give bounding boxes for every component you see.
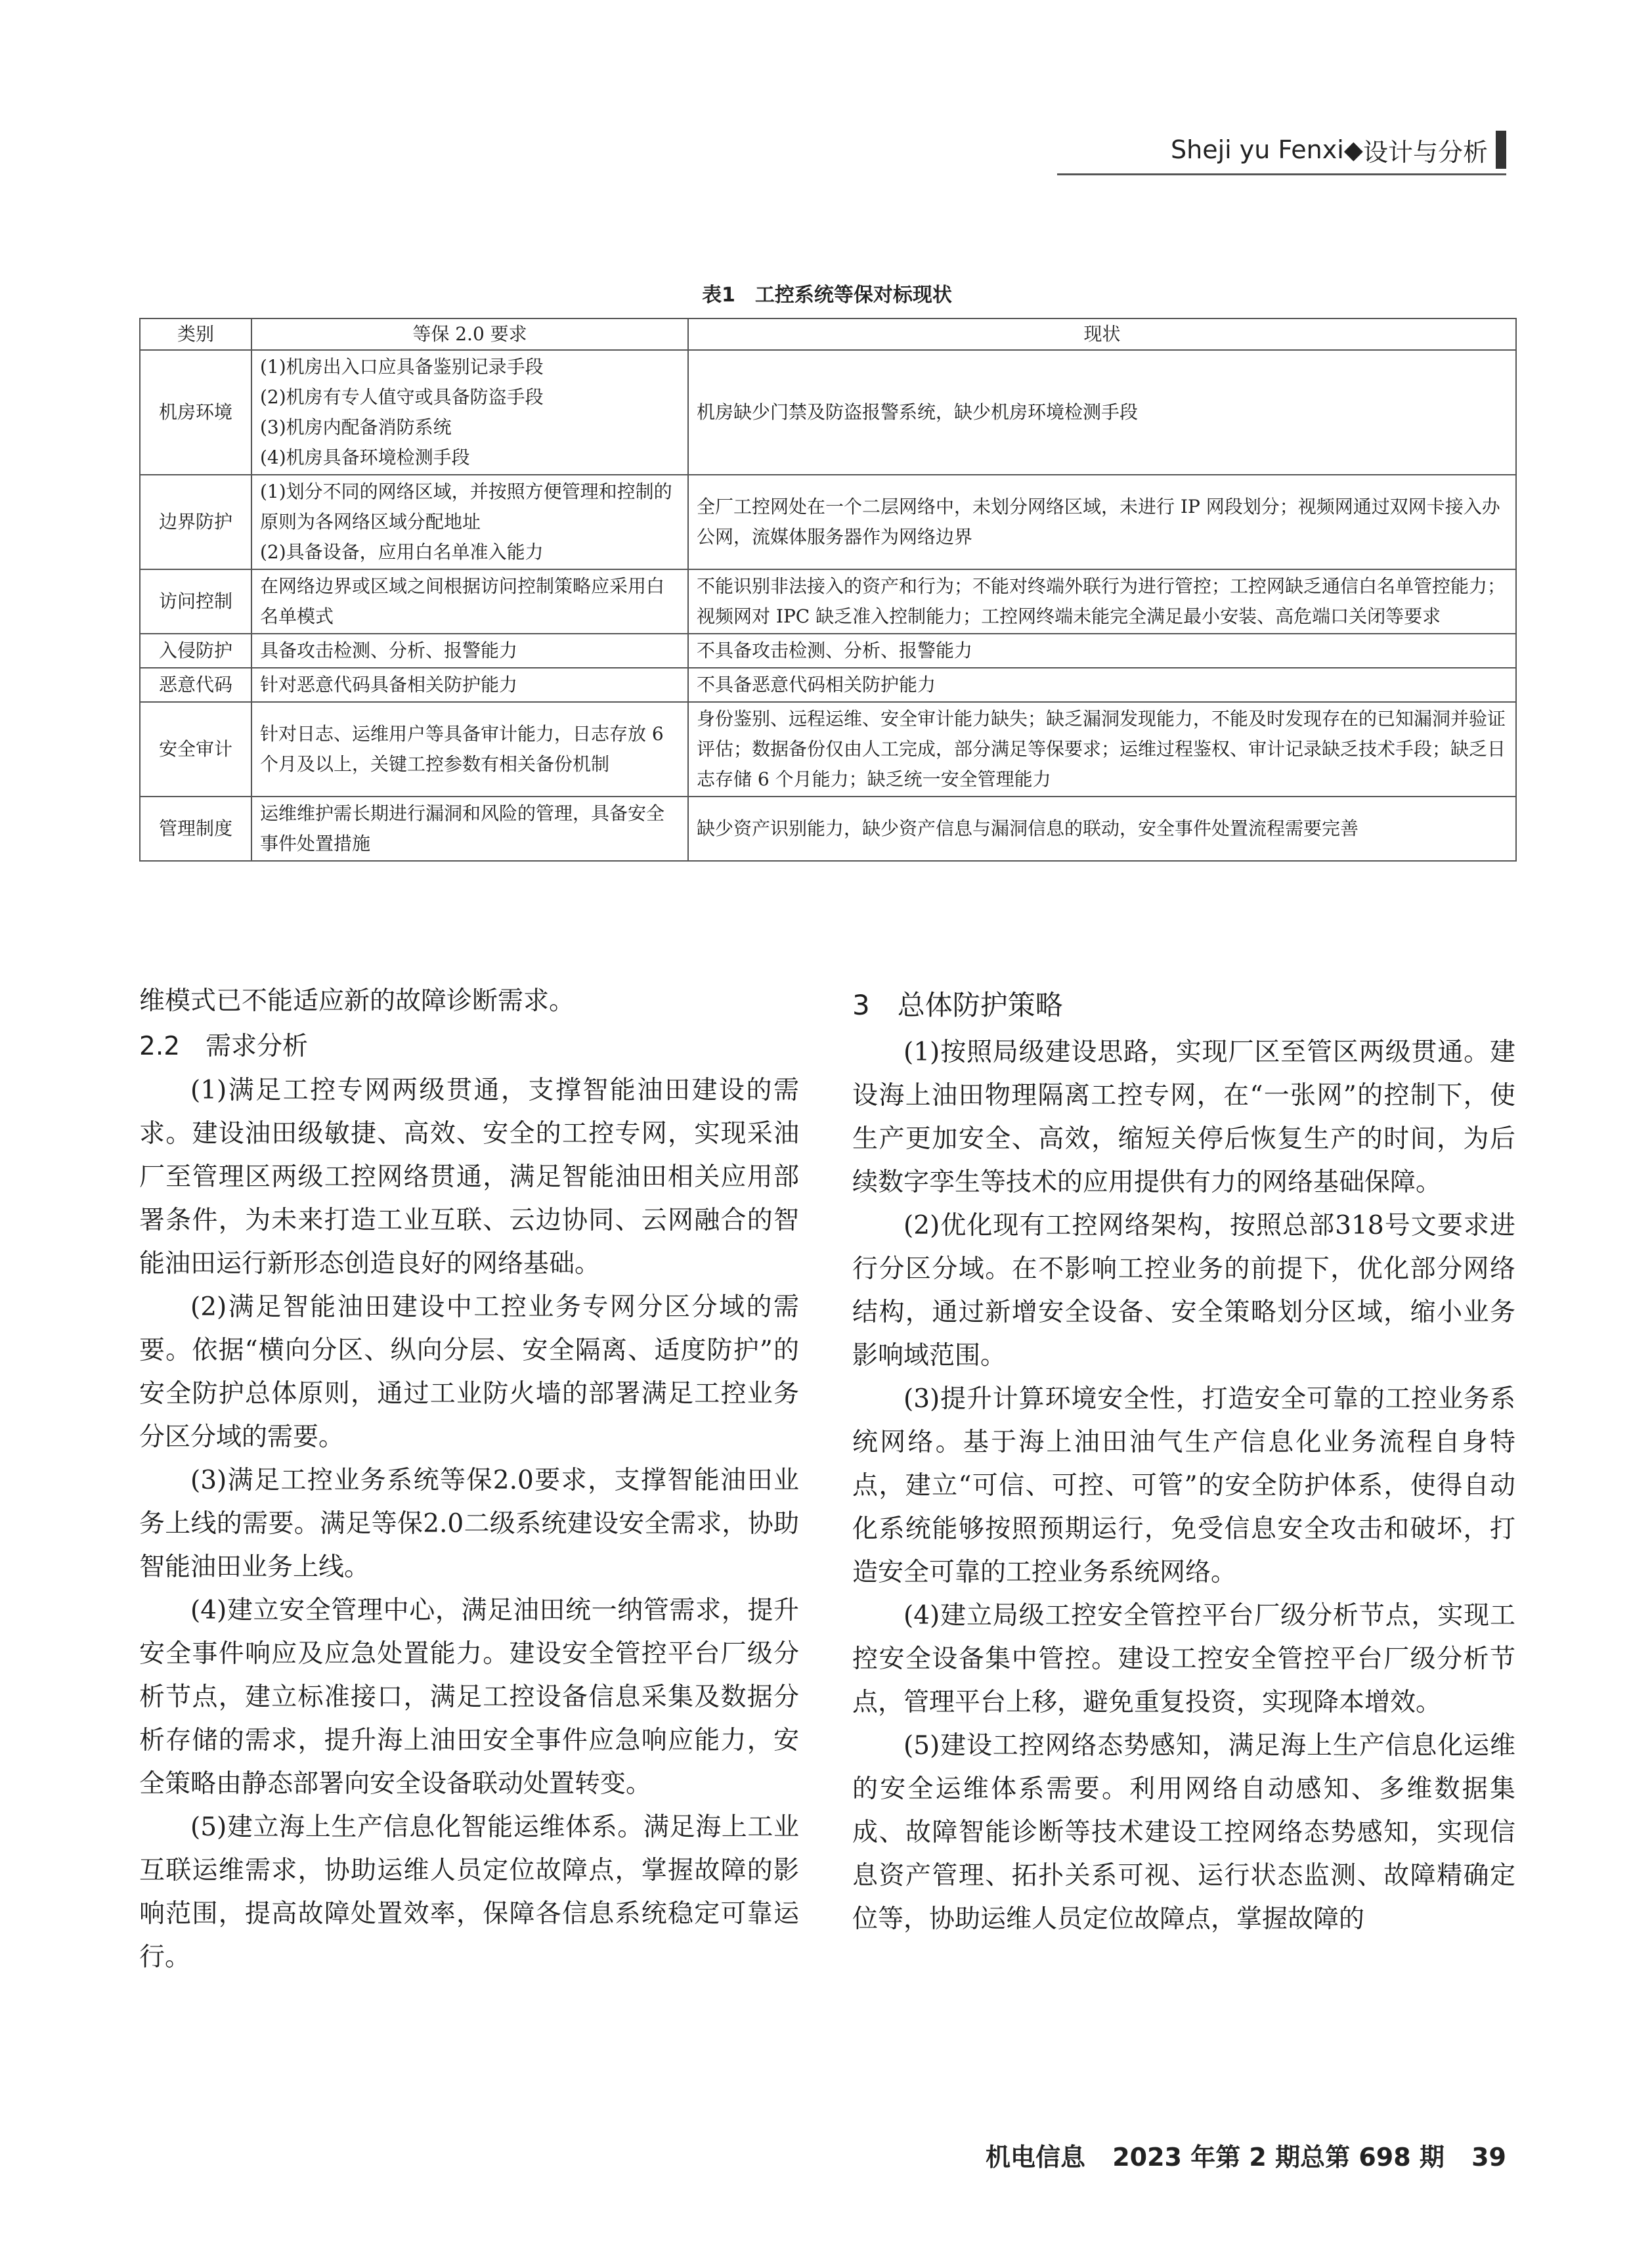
paragraph: (3)提升计算环境安全性，打造安全可靠的工控业务系统网络。基于海上油田油气生产信息化业务流程自身特点，建立“可信、可控、可管”的安全防护体系，使得自动化系统能够按照预期运行，免受信息安全攻击和破坏，打造安全可靠的工控业务系统网络。 xyxy=(852,1384,1515,1587)
table-row xyxy=(140,475,1516,569)
requirement-item: (2)机房有专人值守或具备防盗手段 xyxy=(260,386,544,408)
row-requirements xyxy=(251,668,688,702)
continuation-paragraph: 维模式已不能适应新的故障诊断需求。 xyxy=(139,986,575,1016)
header-bar xyxy=(1496,131,1506,169)
row-requirements xyxy=(251,634,688,668)
row-category: 入侵防护 xyxy=(140,634,251,668)
row-status xyxy=(688,634,1516,668)
requirement-item: 针对恶意代码具备相关防护能力 xyxy=(260,674,518,695)
issue-info: 2023 年第 2 期总第 698 期 xyxy=(1112,2143,1445,2172)
row-category: 恶意代码 xyxy=(140,668,251,702)
row-requirements xyxy=(251,797,688,861)
section-heading-3: 3 总体防护策略 xyxy=(852,989,1063,1021)
paragraph: (3)满足工控业务系统等保2.0要求，支撑智能油田业务上线的需要。满足等保2.0二级系统建设安全需求，协助智能油田业务上线。 xyxy=(139,1466,799,1582)
requirement-item: (4)机房具备环境检测手段 xyxy=(260,447,470,468)
status-table xyxy=(139,318,1517,862)
table-row xyxy=(140,569,1516,634)
header-status: 现状 xyxy=(688,318,1516,350)
header-requirement: 等保 2.0 要求 xyxy=(251,318,688,350)
row-category: 管理制度 xyxy=(140,797,251,861)
status-item: 不具备攻击检测、分析、报警能力 xyxy=(697,640,973,661)
running-header xyxy=(1171,129,1506,171)
row-category: 安全审计 xyxy=(140,702,251,797)
right-column xyxy=(852,980,1515,1941)
table-row xyxy=(140,797,1516,861)
row-status xyxy=(688,797,1516,861)
page-number: 39 xyxy=(1471,2143,1506,2172)
row-category: 访问控制 xyxy=(140,569,251,634)
table-row xyxy=(140,634,1516,668)
left-column xyxy=(139,980,799,1979)
header-category: 类别 xyxy=(140,318,251,350)
status-item: 不具备恶意代码相关防护能力 xyxy=(697,674,936,695)
row-category: 机房环境 xyxy=(140,350,251,475)
row-requirements xyxy=(251,569,688,634)
row-requirements xyxy=(251,475,688,569)
status-item: 缺少资产识别能力，缺少资产信息与漏洞信息的联动，安全事件处置流程需要完善 xyxy=(697,818,1359,839)
row-status xyxy=(688,668,1516,702)
table-row xyxy=(140,668,1516,702)
table-row xyxy=(140,350,1516,475)
paragraph: (4)建立安全管理中心，满足油田统一纳管需求，提升安全事件响应及应急处置能力。建设安全管控平台厂级分析节点，建立标准接口，满足工控设备信息采集及数据分析存储的需求，提升海上油田安全事件应急响应能力，安全策略由静态部署向安全设备联动处置转变。 xyxy=(139,1596,799,1799)
section-heading-2-2: 2.2 需求分析 xyxy=(139,1032,309,1061)
header-rule xyxy=(1057,173,1506,175)
requirement-item: 在网络边界或区域之间根据访问控制策略应采用白名单模式 xyxy=(260,575,665,627)
row-category: 边界防护 xyxy=(140,475,251,569)
table-body xyxy=(140,350,1516,861)
header-section: 设计与分析 xyxy=(1362,137,1488,167)
requirement-item: 具备攻击检测、分析、报警能力 xyxy=(260,640,518,661)
requirement-item: (1)划分不同的网络区域，并按照方便管理和控制的原则为各网络区域分配地址 xyxy=(260,481,672,533)
row-status xyxy=(688,702,1516,797)
requirement-item: (3)机房内配备消防系统 xyxy=(260,416,452,438)
journal-name: 机电信息 xyxy=(985,2143,1085,2172)
status-item: 机房缺少门禁及防盗报警系统，缺少机房环境检测手段 xyxy=(697,401,1139,423)
paragraph: (5)建立海上生产信息化智能运维体系。满足海上工业互联运维需求，协助运维人员定位故障点，掌握故障的影响范围，提高故障处置效率，保障各信息系统稳定可靠运行。 xyxy=(139,1812,799,1972)
paragraph: (5)建设工控网络态势感知，满足海上生产信息化运维的安全运维体系需要。利用网络自动感知、多维数据集成、故障智能诊断等技术建设工控网络态势感知，实现信息资产管理、拓扑关系可视、运行状态监测、故障精确定位等，协助运维人员定位故障点，掌握故障的 xyxy=(852,1731,1515,1934)
table-row xyxy=(140,702,1516,797)
status-item: 身份鉴别、远程运维、安全审计能力缺失；缺乏漏洞发现能力，不能及时发现存在的已知漏洞并验证评估；数据备份仅由人工完成，部分满足等保要求；运维过程鉴权、审计记录缺乏技术手段；缺乏日志存储 6 个月能力；缺乏统一安全管理能力 xyxy=(697,708,1506,790)
paragraph: (2)优化现有工控网络架构，按照总部318号文要求进行分区分域。在不影响工控业务的前提下，优化部分网络结构，通过新增安全设备、安全策略划分区域，缩小业务影响域范围。 xyxy=(852,1211,1515,1370)
requirement-item: 运维维护需长期进行漏洞和风险的管理，具备安全事件处置措施 xyxy=(260,802,665,854)
paragraph: (1)满足工控专网两级贯通，支撑智能油田建设的需求。建设油田级敏捷、高效、安全的工控专网，实现采油厂至管理区两级工控网络贯通，满足智能油田相关应用部署条件，为未来打造工业互联、云边协同、云网融合的智能油田运行新形态创造良好的网络基础。 xyxy=(139,1076,799,1279)
row-requirements xyxy=(251,350,688,475)
requirement-item: (1)机房出入口应具备鉴别记录手段 xyxy=(260,356,544,378)
row-status xyxy=(688,475,1516,569)
row-status xyxy=(688,569,1516,634)
status-item: 全厂工控网处在一个二层网络中，未划分网络区域，未进行 IP 网段划分；视频网通过双网卡接入办公网，流媒体服务器作为网络边界 xyxy=(697,496,1500,548)
paragraph: (4)建立局级工控安全管控平台厂级分析节点，实现工控安全设备集中管控。建设工控安全管控平台厂级分析节点，管理平台上移，避免重复投资，实现降本增效。 xyxy=(852,1601,1515,1717)
paragraph: (2)满足智能油田建设中工控业务专网分区分域的需要。依据“横向分区、纵向分层、安全隔离、适度防护”的安全防护总体原则，通过工业防火墙的部署满足工控业务分区分域的需要。 xyxy=(139,1292,799,1452)
row-status xyxy=(688,350,1516,475)
paragraph: (1)按照局级建设思路，实现厂区至管区两级贯通。建设海上油田物理隔离工控专网，在“一张网”的控制下，使生产更加安全、高效，缩短关停后恢复生产的时间，为后续数字孪生等技术的应用提供有力的网络基础保障。 xyxy=(852,1038,1515,1197)
requirement-item: 针对日志、运维用户等具备审计能力，日志存放 6 个月及以上，关键工控参数有相关备份机制 xyxy=(260,723,664,775)
header-pinyin: Sheji yu Fenxi xyxy=(1171,135,1344,164)
table-header-row xyxy=(140,318,1516,350)
table-caption: 表1 工控系统等保对标现状 xyxy=(702,284,952,307)
page-footer xyxy=(967,2137,1506,2173)
status-item: 不能识别非法接入的资产和行为；不能对终端外联行为进行管控；工控网缺乏通信白名单管控能力；视频网对 IPC 缺乏准入控制能力；工控网终端未能完全满足最小安装、高危端口关闭等要求 xyxy=(697,575,1506,627)
row-requirements xyxy=(251,702,688,797)
diamond-icon: ◆ xyxy=(1343,135,1363,164)
requirement-item: (2)具备设备，应用白名单准入能力 xyxy=(260,541,544,563)
